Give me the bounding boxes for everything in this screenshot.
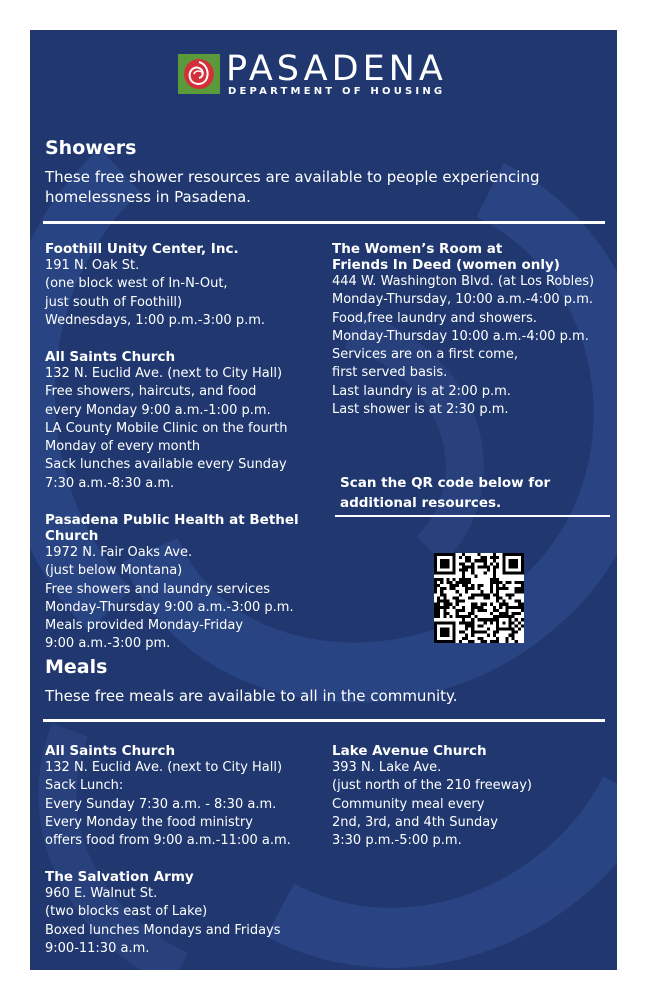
flyer-card (30, 30, 617, 970)
provider-name: All Saints Church (45, 743, 176, 759)
provider-detail: Food,free laundry and showers. (332, 310, 537, 326)
pasadena-logo (178, 49, 478, 100)
provider-hours: Monday-Thursday 10:00 a.m.-4:00 p.m. (332, 328, 589, 344)
provider-address: 960 E. Walnut St. (45, 886, 158, 901)
qr-instructions-line: Scan the QR code below for (340, 475, 551, 491)
meals-heading: Meals (45, 656, 108, 678)
logo-subtitle: DEPARTMENT OF HOUSING (228, 86, 446, 97)
provider-address: 132 N. Euclid Ave. (next to City Hall) (45, 760, 283, 775)
provider-detail: (just north of the 210 freeway) (332, 778, 533, 794)
qr-instructions (340, 473, 610, 513)
divider (43, 719, 605, 722)
provider-detail: Every Monday the food ministry (45, 814, 253, 830)
divider (335, 515, 610, 517)
provider-detail: (just below Montana) (45, 563, 183, 579)
provider-detail: LA County Mobile Clinic on the fourth (45, 420, 288, 436)
provider-hours: 9:00-11:30 a.m. (45, 940, 150, 956)
list-item (45, 869, 345, 958)
provider-name: The Salvation Army (45, 869, 194, 885)
provider-name: Foothill Unity Center, Inc. (45, 241, 239, 257)
provider-hours: 3:30 p.m.-5:00 p.m. (332, 833, 462, 849)
provider-hours: 7:30 a.m.-8:30 a.m. (45, 475, 175, 491)
list-item (45, 349, 345, 493)
provider-name: Friends In Deed (women only) (332, 257, 560, 273)
provider-hours: Monday-Thursday 9:00 a.m.-3:00 p.m. (45, 599, 294, 615)
provider-name: Lake Avenue Church (332, 743, 487, 759)
list-item (45, 512, 345, 654)
provider-address: 393 N. Lake Ave. (332, 760, 442, 775)
provider-detail: 2nd, 3rd, and 4th Sunday (332, 814, 498, 830)
provider-detail: Meals provided Monday-Friday (45, 618, 244, 634)
provider-address: 1972 N. Fair Oaks Ave. (45, 545, 193, 560)
provider-hours: Every Sunday 7:30 a.m. - 8:30 a.m. (45, 796, 277, 812)
provider-hours: offers food from 9:00 a.m.-11:00 a.m. (45, 833, 291, 849)
qr-instructions-line: additional resources. (340, 495, 502, 511)
logo-title: PASADENA (226, 49, 447, 89)
provider-detail: just south of Foothill) (45, 294, 183, 310)
rose-logo-icon (178, 54, 220, 94)
provider-hours: Monday-Thursday, 10:00 a.m.-4:00 p.m. (332, 292, 593, 308)
showers-heading: Showers (45, 137, 137, 159)
provider-name: All Saints Church (45, 349, 176, 365)
provider-detail: Community meal every (332, 796, 485, 812)
list-item (332, 743, 612, 850)
provider-detail: Sack lunches available every Sunday (45, 457, 287, 473)
provider-detail: (one block west of In-N-Out, (45, 276, 228, 292)
list-item (332, 241, 614, 419)
provider-detail: first served basis. (332, 365, 448, 381)
provider-name: The Women’s Room at (332, 241, 503, 257)
provider-hours: Wednesdays, 1:00 p.m.-3:00 p.m. (45, 312, 266, 328)
provider-address: 132 N. Euclid Ave. (next to City Hall) (45, 366, 283, 381)
meals-intro: These free meals are available to all in the community. (45, 687, 458, 705)
list-item (45, 241, 335, 330)
provider-address: 444 W. Washington Blvd. (at Los Robles) (332, 274, 595, 289)
provider-detail: (two blocks east of Lake) (45, 904, 208, 920)
showers-intro: These free shower resources are available to people experiencing homelessness in Pasadena. (45, 168, 540, 206)
qr-code[interactable] (434, 553, 524, 643)
divider (43, 221, 605, 224)
provider-detail: Last shower is at 2:30 p.m. (332, 402, 509, 418)
provider-hours: every Monday 9:00 a.m.-1:00 p.m. (45, 402, 271, 418)
list-item (45, 743, 345, 850)
provider-detail: Services are on a first come, (332, 347, 518, 363)
provider-address: 191 N. Oak St. (45, 258, 140, 273)
provider-detail: Boxed lunches Mondays and Fridays (45, 922, 281, 938)
provider-hours: 9:00 a.m.-3:00 pm. (45, 636, 171, 652)
provider-detail: Free showers, haircuts, and food (45, 384, 257, 400)
provider-detail: Last laundry is at 2:00 p.m. (332, 383, 511, 399)
provider-detail: Free showers and laundry services (45, 581, 270, 597)
provider-name: Pasadena Public Health at Bethel Church (45, 512, 299, 544)
provider-detail: Monday of every month (45, 439, 201, 455)
provider-detail: Sack Lunch: (45, 778, 124, 794)
